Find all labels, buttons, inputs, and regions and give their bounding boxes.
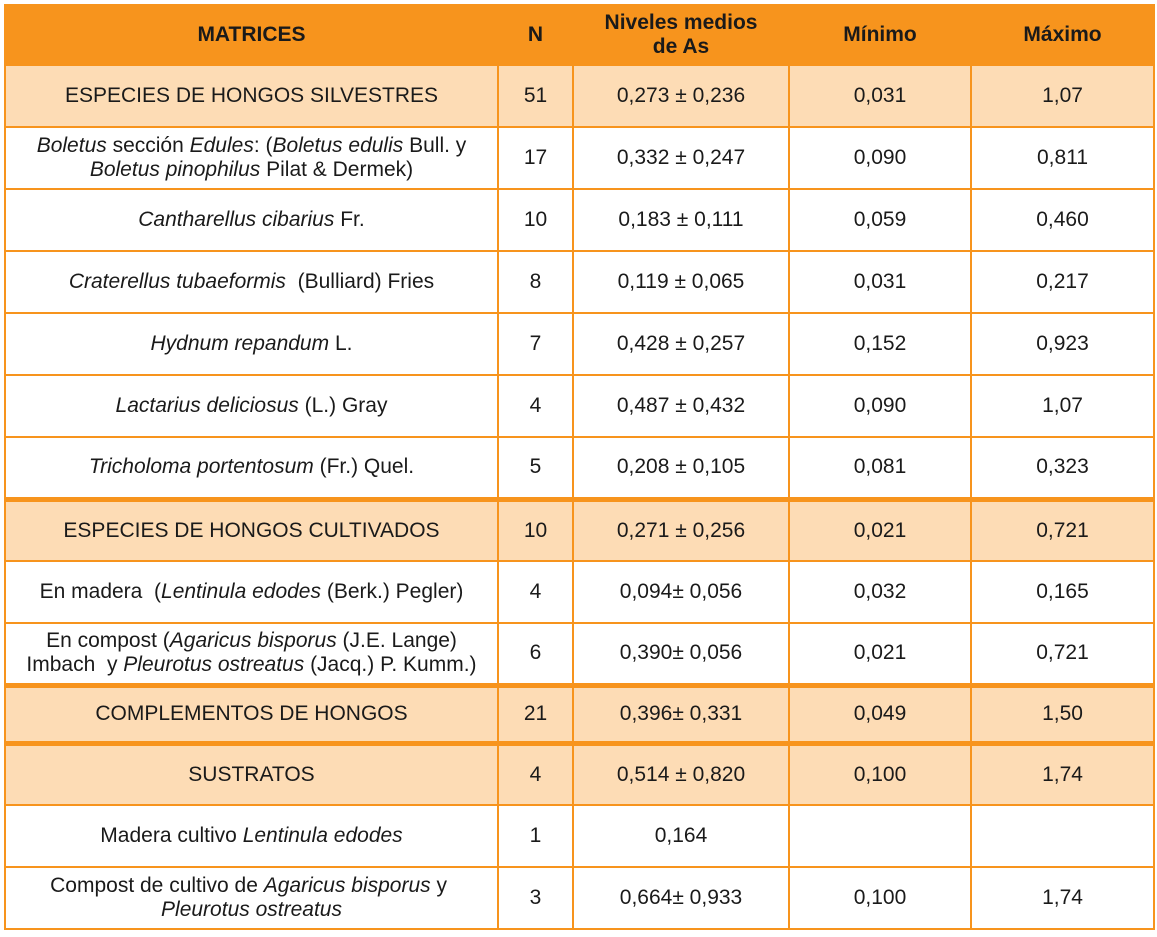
matrix-text: SUSTRATOS [188, 762, 315, 786]
matrix-text: Boletus [36, 134, 107, 157]
matrix-cell [5, 561, 498, 623]
max-cell: 1,74 [971, 743, 1154, 805]
n-cell: 1 [498, 805, 573, 867]
max-cell: 0,811 [971, 127, 1154, 189]
matrix-text: Agaricus bisporus [169, 629, 337, 653]
min-cell: 0,100 [789, 867, 971, 929]
table-row [5, 743, 1154, 805]
header-row [5, 5, 1154, 65]
matrix-text: Lentinula edodes [242, 824, 403, 847]
matrix-text: ESPECIES DE HONGOS CULTIVADOS [63, 518, 440, 542]
matrix-cell [5, 437, 498, 499]
table-row [5, 623, 1154, 685]
matrix-text: Madera cultivo [100, 824, 243, 847]
min-cell: 0,049 [789, 685, 971, 743]
matrix-text: : ( [253, 134, 273, 157]
table-row [5, 313, 1154, 375]
matrix-text: L. [329, 332, 353, 355]
arsenic-levels-table [4, 4, 1155, 930]
header-niveles: Niveles medios de As [573, 5, 789, 65]
min-cell: 0,081 [789, 437, 971, 499]
table-row [5, 561, 1154, 623]
min-cell: 0,100 [789, 743, 971, 805]
n-cell: 4 [498, 561, 573, 623]
n-cell: 7 [498, 313, 573, 375]
table-row [5, 867, 1154, 929]
matrix-cell [5, 251, 498, 313]
matrix-text: y [430, 874, 453, 897]
matrix-cell [5, 867, 498, 929]
matrix-text: En madera ( [39, 580, 162, 603]
matrix-text: Craterellus tubaeformis [68, 270, 286, 293]
table-row [5, 65, 1154, 127]
mean-cell: 0,119 ± 0,065 [573, 251, 789, 313]
max-cell: 1,07 [971, 375, 1154, 437]
matrix-cell [5, 805, 498, 867]
n-cell: 21 [498, 685, 573, 743]
header-minimo: Mínimo [789, 5, 971, 65]
max-cell: 0,323 [971, 437, 1154, 499]
table-row [5, 189, 1154, 251]
matrix-cell [5, 623, 498, 685]
mean-cell: 0,183 ± 0,111 [573, 189, 789, 251]
matrix-text: Cantharellus cibarius [138, 208, 335, 231]
matrix-cell [5, 189, 498, 251]
max-cell: 0,165 [971, 561, 1154, 623]
matrix-text: Pleurotus ostreatus [123, 653, 305, 677]
min-cell: 0,032 [789, 561, 971, 623]
mean-cell: 0,390± 0,056 [573, 623, 789, 685]
min-cell: 0,059 [789, 189, 971, 251]
mean-cell: 0,514 ± 0,820 [573, 743, 789, 805]
matrix-cell [5, 127, 498, 189]
header-maximo: Máximo [971, 5, 1154, 65]
matrix-text: Hydnum repandum [150, 332, 330, 355]
table-row [5, 437, 1154, 499]
table-row [5, 375, 1154, 437]
n-cell: 6 [498, 623, 573, 685]
matrix-cell [5, 743, 498, 805]
matrix-cell [5, 313, 498, 375]
max-cell: 0,721 [971, 499, 1154, 561]
n-cell: 3 [498, 867, 573, 929]
max-cell: 0,923 [971, 313, 1154, 375]
matrix-text: Bull. y [403, 134, 467, 157]
table-row [5, 805, 1154, 867]
max-cell: 0,217 [971, 251, 1154, 313]
min-cell: 0,031 [789, 251, 971, 313]
matrix-text: Fr. [334, 208, 365, 231]
mean-cell: 0,094± 0,056 [573, 561, 789, 623]
max-cell: 0,460 [971, 189, 1154, 251]
n-cell: 5 [498, 437, 573, 499]
mean-cell: 0,332 ± 0,247 [573, 127, 789, 189]
matrix-text: Pilat & Dermek) [260, 158, 414, 181]
max-cell [971, 805, 1154, 867]
max-cell: 1,74 [971, 867, 1154, 929]
matrix-text: En compost ( [46, 629, 170, 653]
n-cell: 51 [498, 65, 573, 127]
n-cell: 4 [498, 743, 573, 805]
matrix-text: Edules [189, 134, 254, 157]
matrix-cell [5, 65, 498, 127]
min-cell: 0,021 [789, 623, 971, 685]
matrix-text: COMPLEMENTOS DE HONGOS [95, 702, 408, 725]
mean-cell: 0,208 ± 0,105 [573, 437, 789, 499]
matrix-cell [5, 499, 498, 561]
min-cell: 0,031 [789, 65, 971, 127]
max-cell: 1,07 [971, 65, 1154, 127]
matrix-text: Boletus pinophilus [89, 158, 261, 181]
matrix-text: (Fr.) Quel. [313, 455, 415, 479]
table-row [5, 685, 1154, 743]
n-cell: 8 [498, 251, 573, 313]
min-cell [789, 805, 971, 867]
min-cell: 0,152 [789, 313, 971, 375]
matrix-text: (Bulliard) Fries [285, 270, 435, 293]
min-cell: 0,090 [789, 375, 971, 437]
header-n: N [498, 5, 573, 65]
min-cell: 0,021 [789, 499, 971, 561]
table-row [5, 127, 1154, 189]
n-cell: 10 [498, 499, 573, 561]
matrix-text: ESPECIES DE HONGOS SILVESTRES [64, 84, 439, 107]
mean-cell: 0,428 ± 0,257 [573, 313, 789, 375]
n-cell: 10 [498, 189, 573, 251]
max-cell: 1,50 [971, 685, 1154, 743]
matrix-text: Tricholoma portentosum [88, 455, 314, 479]
mean-cell: 0,164 [573, 805, 789, 867]
matrix-cell [5, 375, 498, 437]
mean-cell: 0,487 ± 0,432 [573, 375, 789, 437]
mean-cell: 0,271 ± 0,256 [573, 499, 789, 561]
matrix-text: Pleurotus ostreatus [161, 898, 342, 921]
matrix-text: (L.) Gray [298, 394, 388, 417]
max-cell: 0,721 [971, 623, 1154, 685]
table-row [5, 499, 1154, 561]
n-cell: 4 [498, 375, 573, 437]
matrix-text: Agaricus bisporus [263, 874, 431, 897]
matrix-text: Lactarius deliciosus [115, 394, 299, 417]
matrix-cell [5, 685, 498, 743]
matrix-text: (Jacq.) P. Kumm.) [304, 653, 477, 677]
n-cell: 17 [498, 127, 573, 189]
mean-cell: 0,664± 0,933 [573, 867, 789, 929]
matrix-text: sección [106, 134, 190, 157]
header-matrices: MATRICES [5, 5, 498, 65]
mean-cell: 0,273 ± 0,236 [573, 65, 789, 127]
mean-cell: 0,396± 0,331 [573, 685, 789, 743]
table-row [5, 251, 1154, 313]
matrix-text: Boletus edulis [272, 134, 404, 157]
matrix-text: (Berk.) Pegler) [321, 580, 464, 603]
matrix-text: (J.E. Lange) Imbach y [26, 629, 463, 677]
matrix-text: Compost de cultivo de [50, 874, 264, 897]
matrix-text: Lentinula edodes [161, 580, 321, 603]
min-cell: 0,090 [789, 127, 971, 189]
